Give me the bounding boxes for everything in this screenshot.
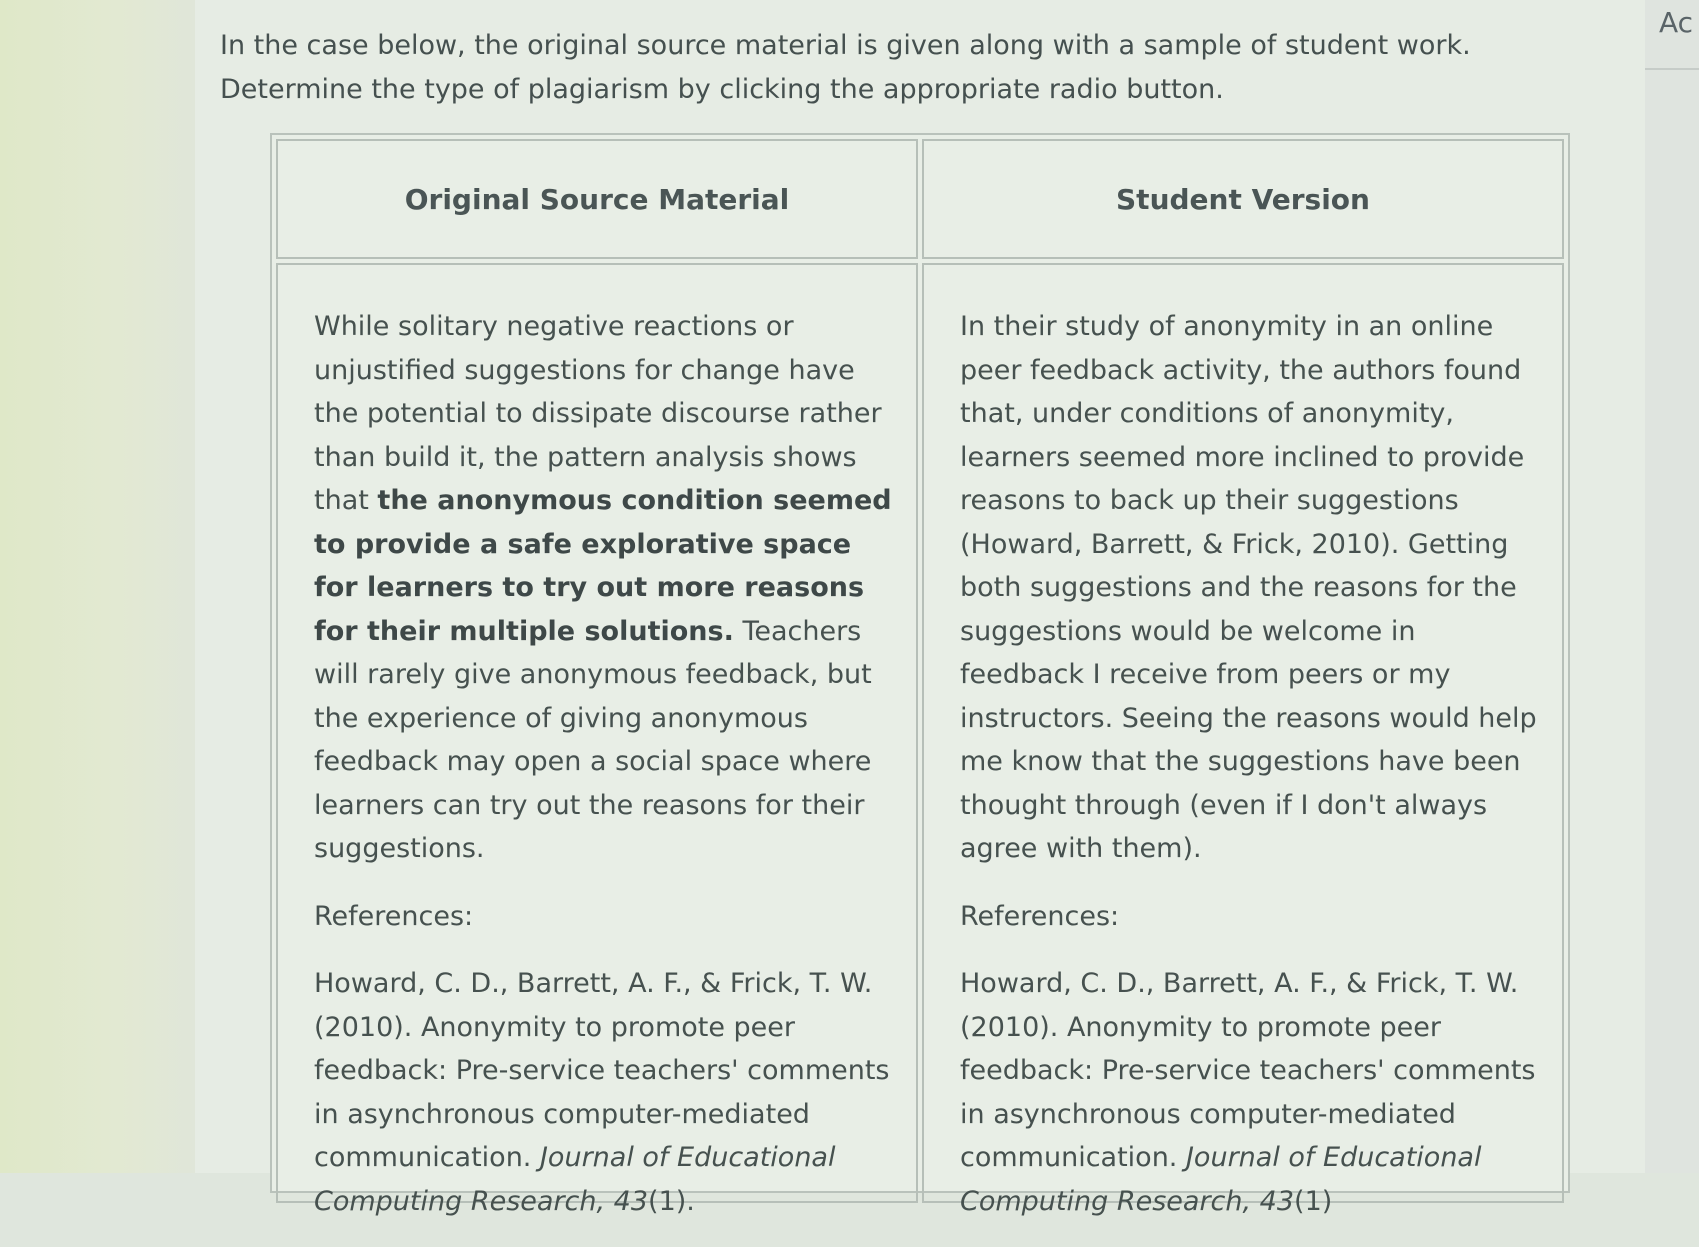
student-reference-journal: Journal of Educational Computing Research, 43 — [960, 1142, 1482, 1217]
comparison-table — [270, 133, 1570, 1217]
original-reference — [314, 962, 894, 1223]
right-panel-divider — [1645, 68, 1699, 70]
original-passage — [314, 305, 894, 871]
student-reference — [960, 962, 1540, 1223]
original-bold-text: the anonymous condition seemed to provide a safe explorative space for learners to try out more reasons for their multiple solutions. — [314, 485, 892, 647]
original-reference-journal: Journal of Educational Computing Research, 43 — [314, 1142, 836, 1217]
student-version-cell — [922, 263, 1564, 1217]
original-source-cell — [276, 263, 918, 1217]
student-version-text — [960, 305, 1540, 1247]
original-references-label: References: — [314, 900, 474, 932]
student-reference-tail: (1) — [1294, 1185, 1333, 1217]
student-version-header: Student Version — [922, 139, 1564, 259]
instructions-line-2: Determine the type of plagiarism by clicking the appropriate radio button. — [220, 74, 1224, 105]
original-source-text — [314, 305, 894, 1247]
original-source-header: Original Source Material — [276, 139, 918, 259]
original-reference-plain: Howard, C. D., Barrett, A. F., & Frick, T. W. (2010). Anonymity to promote peer feedback: Pre-service teachers' comments in asynchronous computer-mediated communication. — [314, 968, 890, 1173]
right-side-panel — [1645, 0, 1699, 1173]
original-text-start: While solitary negative reactions or unjustified suggestions for change have the potential to dissipate discourse rather than build it, the pattern analysis shows that — [314, 311, 882, 516]
right-panel-partial-text: Ac — [1659, 6, 1694, 39]
student-passage: In their study of anonymity in an online peer feedback activity, the authors found that, under conditions of anonymity, learners seemed more inclined to provide reasons to back up their suggestions (Howard, Barrett, & Frick, 2010). Getting both suggestions and the reasons for the suggestions would be welcome in feedback I receive from peers or my instructors. Seeing the reasons would help me know that the suggestions have been thought through (even if I don't always agree with them). — [960, 311, 1537, 864]
original-text-end: Teachers will rarely give anonymous feedback, but the experience of giving anonymous feedback may open a social space where learners can try out the reasons for their suggestions. — [314, 615, 872, 864]
instructions — [220, 24, 1520, 112]
left-margin — [0, 0, 195, 1173]
instructions-line-1: In the case below, the original source material is given along with a sample of student work. — [220, 30, 1471, 61]
original-reference-tail: (1). — [648, 1185, 695, 1217]
student-reference-plain: Howard, C. D., Barrett, A. F., & Frick, T. W. (2010). Anonymity to promote peer feedback: Pre-service teachers' comments in asynchronous computer-mediated communication. — [960, 968, 1536, 1173]
student-references-label: References: — [960, 900, 1120, 932]
